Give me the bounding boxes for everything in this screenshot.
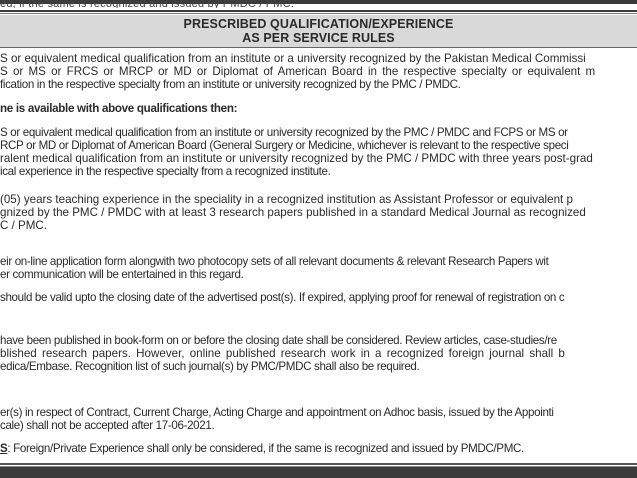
top-divider-rule [0,10,637,12]
appointment-order-line: cale) shall not be accepted after 17-06-2021. [0,419,215,432]
research-paper-line: edica/Embase. Recognition list of such journal(s) by PMC/PMDC shall also be required. [0,360,420,373]
qualification-line: S or equivalent medical qualification from an institute or a university recognized by the Pakistan Medical Commissi [0,52,586,65]
experience-line: (05) years teaching experience in the speciality in a recognized institution as Assistant Professor or equivalent p [0,193,573,206]
application-instruction-line: er communication will be entertained in this regard. [0,268,244,281]
experience-line: gnized by the PMC / PMDC with at least 3 research papers published in a standard Medical Journal as recognized [0,206,586,219]
cut-off-previous-line: ed, if the same is recognized and issued by PMDC / PMC. [0,0,295,8]
experience-line: C / PMC. [0,219,48,232]
heading-bottom-rule [0,47,637,48]
alternate-qualification-heading: ne is available with above qualifications then: [0,102,238,115]
top-divider-rule-thin [0,13,637,14]
section-heading [0,15,637,47]
alternate-qualification-line: ical experience in the respective specialty from a recognized institute. [0,165,331,178]
registration-validity-line: should be valid upto the closing date of the advertised post(s). If expired, applying proof for renewal of registration on c [0,291,565,304]
bottom-dark-band [0,467,637,478]
qualification-line: fication in the respective specialty from an institute or university recognized by the PMC / PMDC. [0,78,461,91]
research-paper-line: have been published in book-form on or before the closing date shall be considered. Review articles, case-studies/re [0,334,557,347]
appointment-order-line: er(s) in respect of Contract, Current Charge, Acting Charge and appointment on Adhoc basis, issued by the Appointi [0,406,554,419]
research-paper-line: blished research papers. However, online published research work in a recognized foreign journal shall b [0,347,565,360]
alternate-qualification-line: ralent medical qualification from an institute or university recognized by the PMC / PMDC with three years post-grad [0,152,593,165]
bottom-divider-rule [0,463,637,465]
section-heading-line-2: AS PER SERVICE RULES [242,31,395,45]
alternate-qualification-line: S or equivalent medical qualification from an institute or university recognized by the PMC / PMDC and FCPS or MS or [0,126,568,139]
alternate-qualification-line: RCP or MD or Diplomat of American Board (General Surgery or Medicine, whichever is relevant to the respective speci [0,139,569,152]
note-line [0,442,524,455]
application-instruction-line: eir on-line application form alongwith two photocopy sets of all relevant documents & relevant Research Papers wit [0,255,549,268]
note-text: : Foreign/Private Experience shall only be considered, if the same is recognized and issued by PMDC/PMC. [7,442,524,455]
section-heading-line-1: PRESCRIBED QUALIFICATION/EXPERIENCE [183,17,454,31]
qualification-line: S or MS or FRCS or MRCP or MD or Diplomat of American Board in the respective specialty or equivalent m [0,65,596,78]
note-label: S [0,442,8,455]
